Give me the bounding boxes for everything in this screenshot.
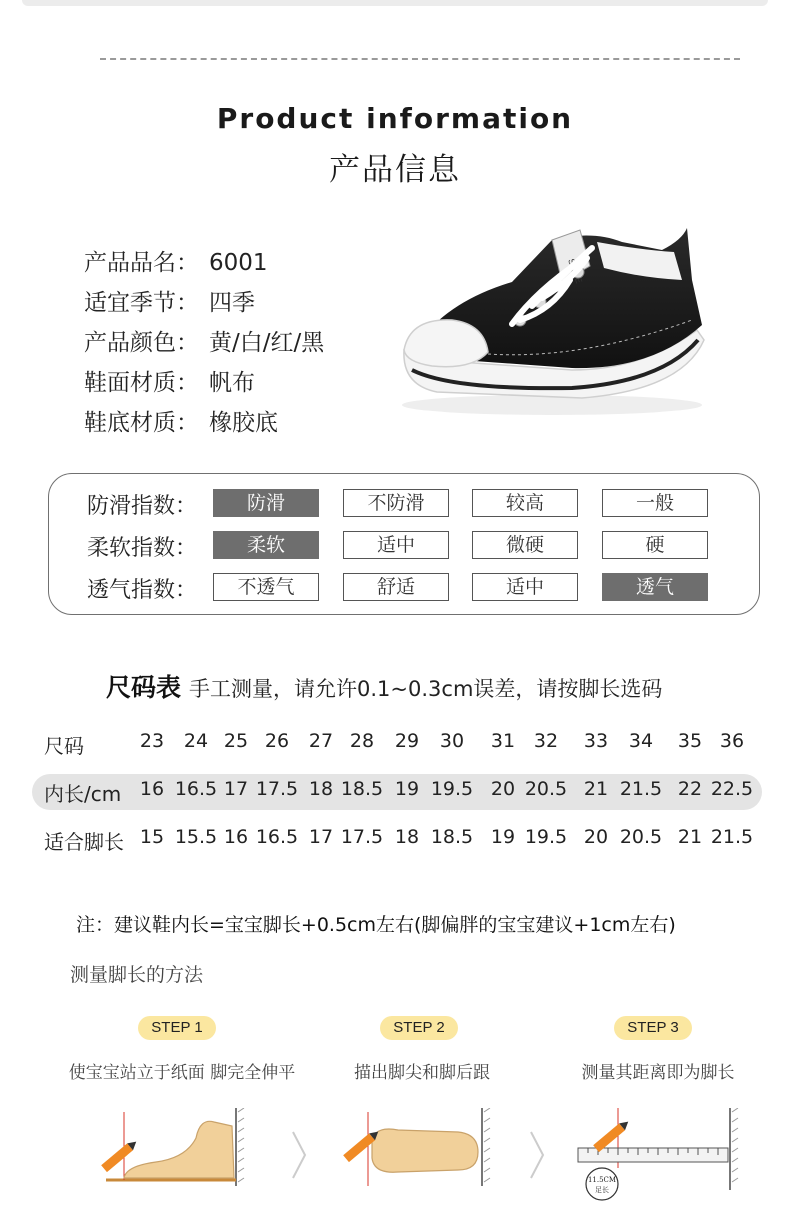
info-label: 适宜季节： xyxy=(84,290,199,316)
shoe-image xyxy=(392,220,712,420)
size-cell: 32 xyxy=(533,730,559,752)
size-cell: 19 xyxy=(490,826,516,848)
method-title: 测量脚长的方法 xyxy=(70,964,204,986)
size-cell: 21.5 xyxy=(710,826,754,848)
size-row xyxy=(32,774,762,810)
step-1-text: 使宝宝站立于纸面 脚完全伸平 xyxy=(68,1063,296,1083)
size-cell: 27 xyxy=(308,730,334,752)
size-chart-title: 尺码表 xyxy=(106,673,182,702)
info-row-sole xyxy=(84,404,324,444)
size-cell: 17 xyxy=(223,778,249,800)
size-cell: 19.5 xyxy=(430,778,474,800)
option-not-antislip[interactable]: 不防滑 xyxy=(343,489,449,517)
size-cell: 20 xyxy=(583,826,609,848)
index-label: 透气指数： xyxy=(87,578,198,603)
size-chart-subtitle: 手工测量，请允许0.1~0.3cm误差，请按脚长选码 xyxy=(189,677,663,701)
size-cell: 16 xyxy=(139,778,165,800)
ruler-length-label: 11.5CM xyxy=(587,1176,617,1184)
size-cell: 15.5 xyxy=(174,826,218,848)
size-cell: 20 xyxy=(490,778,516,800)
option-soft[interactable]: 柔软 xyxy=(213,531,319,559)
size-cell: 21 xyxy=(677,826,703,848)
chevron-right-icon xyxy=(290,1130,308,1180)
size-chart-heading xyxy=(106,668,662,704)
size-cell: 16 xyxy=(223,826,249,848)
index-label: 防滑指数： xyxy=(87,494,198,519)
title-chinese: 产品信息 xyxy=(329,152,461,188)
size-cell: 26 xyxy=(264,730,290,752)
size-cell: 18.5 xyxy=(340,778,384,800)
option-comfortable[interactable]: 舒适 xyxy=(343,573,449,601)
size-cell: 19.5 xyxy=(524,826,568,848)
size-cell: 20.5 xyxy=(619,826,663,848)
size-cell: 30 xyxy=(439,730,465,752)
ruler-foot-label: 足长 xyxy=(595,1186,609,1194)
step-3-text: 测量其距离即为脚长 xyxy=(581,1063,735,1083)
ruler-measure-illustration xyxy=(574,1108,744,1204)
option-hard[interactable]: 硬 xyxy=(602,531,708,559)
step-1-badge: STEP 1 xyxy=(138,1016,216,1040)
index-label: 柔软指数： xyxy=(87,536,198,561)
size-cell: 19 xyxy=(394,778,420,800)
chevron-right-icon xyxy=(528,1130,546,1180)
info-row-name xyxy=(84,244,324,284)
size-cell: 16.5 xyxy=(255,826,299,848)
info-value: 四季 xyxy=(209,290,255,316)
size-cell: 36 xyxy=(719,730,745,752)
size-cell: 18.5 xyxy=(430,826,474,848)
size-cell: 17.5 xyxy=(255,778,299,800)
info-value: 橡胶底 xyxy=(209,410,278,436)
size-cell: 33 xyxy=(583,730,609,752)
size-cell: 17.5 xyxy=(340,826,384,848)
comfort-index-panel xyxy=(48,473,760,615)
size-cell: 18 xyxy=(308,778,334,800)
size-cell: 29 xyxy=(394,730,420,752)
option-normal[interactable]: 一般 xyxy=(602,489,708,517)
size-row-label: 尺码 xyxy=(44,734,84,758)
foot-standing-illustration xyxy=(96,1108,256,1188)
size-cell: 22.5 xyxy=(710,778,754,800)
info-label: 产品颜色： xyxy=(84,330,199,356)
size-cell: 35 xyxy=(677,730,703,752)
top-band xyxy=(22,0,768,6)
size-cell: 25 xyxy=(223,730,249,752)
size-cell: 22 xyxy=(677,778,703,800)
option-not-breathable[interactable]: 不透气 xyxy=(213,573,319,601)
option-slightly-hard[interactable]: 微硬 xyxy=(472,531,578,559)
size-cell: 20.5 xyxy=(524,778,568,800)
size-note: 注：建议鞋内长=宝宝脚长+0.5cm左右(脚偏胖的宝宝建议+1cm左右) xyxy=(76,914,676,936)
info-value: 帆布 xyxy=(209,370,255,396)
size-row xyxy=(32,726,762,762)
size-cell: 16.5 xyxy=(174,778,218,800)
size-cell: 21 xyxy=(583,778,609,800)
size-cell: 23 xyxy=(139,730,165,752)
info-row-season xyxy=(84,284,324,324)
size-cell: 15 xyxy=(139,826,165,848)
size-cell: 21.5 xyxy=(619,778,663,800)
option-moderate[interactable]: 适中 xyxy=(472,573,578,601)
option-breathable[interactable]: 透气 xyxy=(602,573,708,601)
info-value: 6001 xyxy=(209,250,268,276)
title-english: Product information xyxy=(216,102,574,135)
info-row-upper xyxy=(84,364,324,404)
size-cell: 34 xyxy=(628,730,654,752)
size-row-label: 内长/cm xyxy=(44,782,122,806)
step-3-badge: STEP 3 xyxy=(614,1016,692,1040)
step-2-badge: STEP 2 xyxy=(380,1016,458,1040)
size-row-label: 适合脚长 xyxy=(44,830,124,854)
size-row xyxy=(32,822,762,858)
option-high[interactable]: 较高 xyxy=(472,489,578,517)
size-cell: 31 xyxy=(490,730,516,752)
foot-trace-illustration xyxy=(338,1108,498,1188)
option-medium[interactable]: 适中 xyxy=(343,531,449,559)
info-label: 鞋底材质： xyxy=(84,410,199,436)
size-cell: 17 xyxy=(308,826,334,848)
option-antislip[interactable]: 防滑 xyxy=(213,489,319,517)
step-2-text: 描出脚尖和脚后跟 xyxy=(354,1063,490,1083)
size-cell: 18 xyxy=(394,826,420,848)
info-label: 产品品名： xyxy=(84,250,199,276)
info-label: 鞋面材质： xyxy=(84,370,199,396)
size-cell: 28 xyxy=(349,730,375,752)
info-value: 黄/白/红/黑 xyxy=(209,330,325,356)
size-cell: 24 xyxy=(183,730,209,752)
info-row-color xyxy=(84,324,324,364)
product-info-list xyxy=(84,244,324,444)
dashed-divider xyxy=(100,58,740,60)
